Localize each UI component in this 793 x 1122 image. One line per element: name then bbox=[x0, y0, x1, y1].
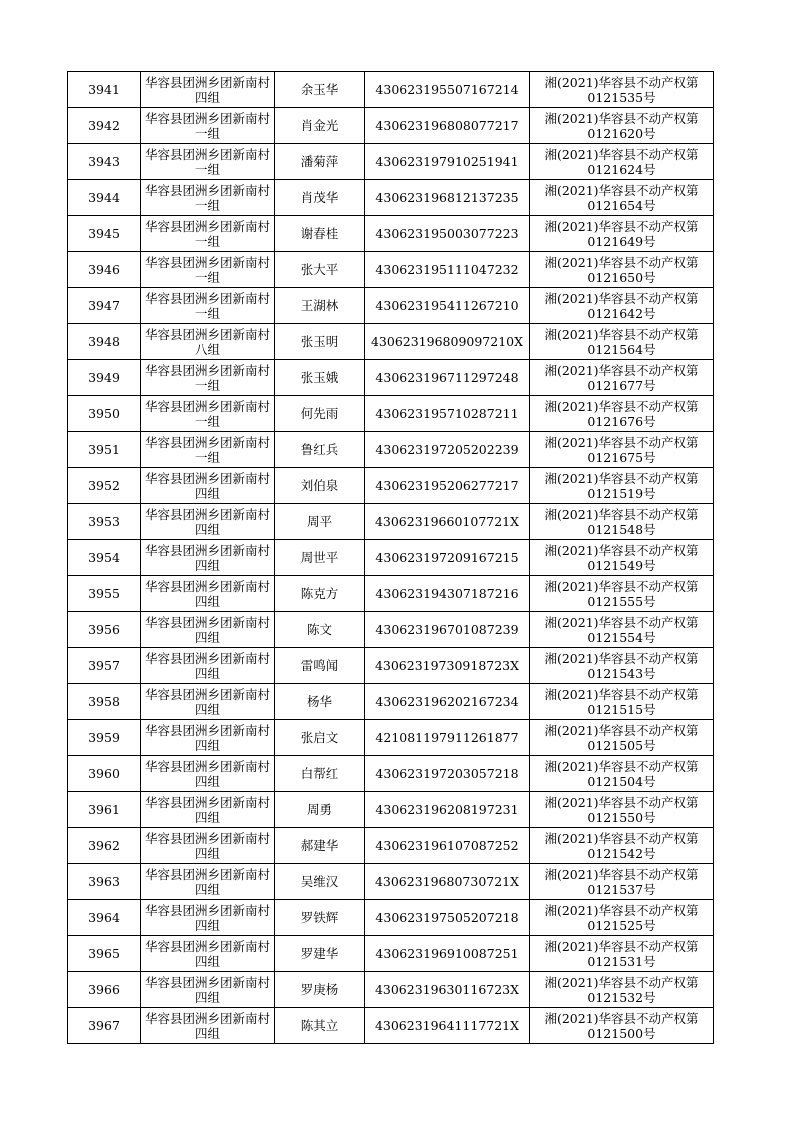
address-cell bbox=[141, 756, 275, 792]
id-number-cell bbox=[365, 900, 530, 936]
certificate-cell-text: 湘(2021)华容县不动产权第0121677号 bbox=[544, 362, 699, 393]
record-number-cell bbox=[68, 468, 141, 504]
table-row bbox=[68, 900, 714, 936]
address-cell bbox=[141, 648, 275, 684]
id-number-cell bbox=[365, 108, 530, 144]
owner-name-cell-text: 周世平 bbox=[300, 550, 339, 565]
owner-name-cell bbox=[275, 684, 365, 720]
address-cell bbox=[141, 288, 275, 324]
id-number-cell-text: 430623196107087252 bbox=[375, 838, 519, 853]
certificate-cell-text: 湘(2021)华容县不动产权第0121543号 bbox=[544, 650, 699, 681]
id-number-cell-text: 43062319641117721X bbox=[374, 1018, 520, 1033]
id-number-cell-text: 430623194307187216 bbox=[375, 586, 519, 601]
id-number-cell bbox=[365, 504, 530, 540]
certificate-cell bbox=[530, 756, 714, 792]
certificate-cell bbox=[530, 648, 714, 684]
certificate-cell-text: 湘(2021)华容县不动产权第0121555号 bbox=[544, 578, 699, 609]
record-number-cell-text: 3964 bbox=[88, 910, 120, 925]
record-number-cell bbox=[68, 864, 141, 900]
certificate-cell-text: 湘(2021)华容县不动产权第0121676号 bbox=[544, 398, 699, 429]
address-cell-text: 华容县团洲乡团新南村四组 bbox=[144, 506, 270, 537]
table-row bbox=[68, 648, 714, 684]
certificate-cell-text: 湘(2021)华容县不动产权第0121649号 bbox=[544, 218, 699, 249]
id-number-cell bbox=[365, 756, 530, 792]
id-number-cell bbox=[365, 144, 530, 180]
certificate-cell bbox=[530, 108, 714, 144]
record-number-cell-text: 3963 bbox=[88, 874, 120, 889]
id-number-cell-text: 43062319660107721X bbox=[374, 514, 520, 529]
address-cell bbox=[141, 360, 275, 396]
address-cell-text: 华容县团洲乡团新南村一组 bbox=[144, 146, 270, 177]
id-number-cell-text: 43062319730918723X bbox=[374, 658, 520, 673]
address-cell bbox=[141, 684, 275, 720]
address-cell bbox=[141, 468, 275, 504]
certificate-cell bbox=[530, 180, 714, 216]
id-number-cell bbox=[365, 288, 530, 324]
owner-name-cell-text: 周平 bbox=[306, 514, 332, 529]
address-cell bbox=[141, 144, 275, 180]
address-cell bbox=[141, 216, 275, 252]
owner-name-cell-text: 肖金光 bbox=[300, 118, 339, 133]
table-row bbox=[68, 540, 714, 576]
owner-name-cell-text: 吴维汉 bbox=[300, 874, 339, 889]
address-cell-text: 华容县团洲乡团新南村一组 bbox=[144, 398, 270, 429]
owner-name-cell bbox=[275, 900, 365, 936]
certificate-cell bbox=[530, 900, 714, 936]
record-number-cell-text: 3954 bbox=[88, 550, 120, 565]
owner-name-cell bbox=[275, 432, 365, 468]
owner-name-cell-text: 郝建华 bbox=[300, 838, 339, 853]
table-row bbox=[68, 108, 714, 144]
address-cell-text: 华容县团洲乡团新南村四组 bbox=[144, 542, 270, 573]
owner-name-cell-text: 张大平 bbox=[300, 262, 339, 277]
certificate-cell bbox=[530, 216, 714, 252]
owner-name-cell-text: 陈克方 bbox=[300, 586, 339, 601]
address-cell-text: 华容县团洲乡团新南村四组 bbox=[144, 758, 270, 789]
id-number-cell bbox=[365, 432, 530, 468]
id-number-cell-text: 43062319680730721X bbox=[374, 874, 520, 889]
table-row bbox=[68, 432, 714, 468]
owner-name-cell-text: 张玉娥 bbox=[300, 370, 339, 385]
record-number-cell-text: 3942 bbox=[88, 118, 120, 133]
certificate-cell-text: 湘(2021)华容县不动产权第0121505号 bbox=[544, 722, 699, 753]
record-number-cell bbox=[68, 144, 141, 180]
record-number-cell bbox=[68, 504, 141, 540]
certificate-cell bbox=[530, 576, 714, 612]
id-number-cell-text: 430623196910087251 bbox=[375, 946, 519, 961]
owner-name-cell-text: 潘菊萍 bbox=[300, 154, 339, 169]
record-number-cell bbox=[68, 576, 141, 612]
id-number-cell-text: 430623197203057218 bbox=[375, 766, 519, 781]
owner-name-cell bbox=[275, 72, 365, 108]
id-number-cell bbox=[365, 540, 530, 576]
id-number-cell-text: 430623196808077217 bbox=[375, 118, 519, 133]
owner-name-cell-text: 陈其立 bbox=[300, 1018, 339, 1033]
certificate-cell-text: 湘(2021)华容县不动产权第0121650号 bbox=[544, 254, 699, 285]
id-number-cell-text: 430623197910251941 bbox=[375, 154, 519, 169]
address-cell bbox=[141, 864, 275, 900]
owner-name-cell bbox=[275, 720, 365, 756]
certificate-cell bbox=[530, 396, 714, 432]
owner-name-cell bbox=[275, 612, 365, 648]
table-row bbox=[68, 576, 714, 612]
record-number-cell-text: 3945 bbox=[88, 226, 120, 241]
certificate-cell bbox=[530, 324, 714, 360]
certificate-cell-text: 湘(2021)华容县不动产权第0121532号 bbox=[544, 974, 699, 1005]
record-number-cell-text: 3957 bbox=[88, 658, 120, 673]
address-cell-text: 华容县团洲乡团新南村一组 bbox=[144, 182, 270, 213]
owner-name-cell-text: 何先雨 bbox=[300, 406, 339, 421]
certificate-cell-text: 湘(2021)华容县不动产权第0121515号 bbox=[544, 686, 699, 717]
record-number-cell bbox=[68, 108, 141, 144]
id-number-cell-text: 430623195411267210 bbox=[375, 298, 519, 313]
owner-name-cell-text: 刘伯泉 bbox=[300, 478, 339, 493]
owner-name-cell bbox=[275, 396, 365, 432]
certificate-cell-text: 湘(2021)华容县不动产权第0121535号 bbox=[544, 74, 699, 105]
certificate-cell-text: 湘(2021)华容县不动产权第0121675号 bbox=[544, 434, 699, 465]
record-number-cell bbox=[68, 684, 141, 720]
owner-name-cell-text: 鲁红兵 bbox=[300, 442, 339, 457]
address-cell-text: 华容县团洲乡团新南村四组 bbox=[144, 902, 270, 933]
record-number-cell bbox=[68, 288, 141, 324]
id-number-cell bbox=[365, 1008, 530, 1044]
table-row bbox=[68, 792, 714, 828]
address-cell bbox=[141, 612, 275, 648]
address-cell-text: 华容县团洲乡团新南村四组 bbox=[144, 578, 270, 609]
table-row bbox=[68, 1008, 714, 1044]
address-cell bbox=[141, 1008, 275, 1044]
owner-name-cell bbox=[275, 648, 365, 684]
table-row bbox=[68, 144, 714, 180]
owner-name-cell bbox=[275, 288, 365, 324]
address-cell-text: 华容县团洲乡团新南村八组 bbox=[144, 326, 270, 357]
owner-name-cell-text: 余玉华 bbox=[300, 82, 339, 97]
record-number-cell-text: 3958 bbox=[88, 694, 120, 709]
address-cell bbox=[141, 576, 275, 612]
address-cell-text: 华容县团洲乡团新南村四组 bbox=[144, 614, 270, 645]
table-row bbox=[68, 324, 714, 360]
owner-name-cell bbox=[275, 144, 365, 180]
owner-name-cell-text: 谢春桂 bbox=[300, 226, 339, 241]
id-number-cell bbox=[365, 360, 530, 396]
owner-name-cell-text: 白帮红 bbox=[300, 766, 339, 781]
record-number-cell-text: 3944 bbox=[88, 190, 120, 205]
table-row bbox=[68, 828, 714, 864]
record-number-cell-text: 3962 bbox=[88, 838, 120, 853]
owner-name-cell bbox=[275, 972, 365, 1008]
owner-name-cell-text: 罗建华 bbox=[300, 946, 339, 961]
address-cell bbox=[141, 108, 275, 144]
certificate-cell bbox=[530, 72, 714, 108]
address-cell bbox=[141, 972, 275, 1008]
record-number-cell-text: 3953 bbox=[88, 514, 120, 529]
certificate-cell-text: 湘(2021)华容县不动产权第0121531号 bbox=[544, 938, 699, 969]
id-number-cell-text: 430623197205202239 bbox=[375, 442, 519, 457]
record-number-cell bbox=[68, 72, 141, 108]
id-number-cell bbox=[365, 612, 530, 648]
record-number-cell-text: 3967 bbox=[88, 1018, 120, 1033]
record-number-cell-text: 3965 bbox=[88, 946, 120, 961]
address-cell-text: 华容县团洲乡团新南村四组 bbox=[144, 794, 270, 825]
certificate-cell-text: 湘(2021)华容县不动产权第0121620号 bbox=[544, 110, 699, 141]
owner-name-cell-text: 周勇 bbox=[306, 802, 332, 817]
certificate-cell bbox=[530, 864, 714, 900]
record-number-cell-text: 3955 bbox=[88, 586, 120, 601]
certificate-cell bbox=[530, 612, 714, 648]
table-row bbox=[68, 864, 714, 900]
owner-name-cell-text: 罗庚杨 bbox=[300, 982, 339, 997]
owner-name-cell-text: 陈文 bbox=[306, 622, 332, 637]
records-table-body bbox=[68, 72, 714, 1044]
owner-name-cell-text: 张玉明 bbox=[300, 334, 339, 349]
record-number-cell-text: 3956 bbox=[88, 622, 120, 637]
certificate-cell bbox=[530, 360, 714, 396]
id-number-cell bbox=[365, 396, 530, 432]
id-number-cell-text: 430623195111047232 bbox=[375, 262, 519, 277]
owner-name-cell bbox=[275, 540, 365, 576]
address-cell bbox=[141, 828, 275, 864]
table-row bbox=[68, 468, 714, 504]
owner-name-cell-text: 杨华 bbox=[306, 694, 332, 709]
record-number-cell-text: 3961 bbox=[88, 802, 120, 817]
owner-name-cell bbox=[275, 504, 365, 540]
certificate-cell bbox=[530, 792, 714, 828]
certificate-cell-text: 湘(2021)华容县不动产权第0121504号 bbox=[544, 758, 699, 789]
record-number-cell bbox=[68, 972, 141, 1008]
certificate-cell-text: 湘(2021)华容县不动产权第0121564号 bbox=[544, 326, 699, 357]
record-number-cell bbox=[68, 216, 141, 252]
record-number-cell-text: 3960 bbox=[88, 766, 120, 781]
owner-name-cell bbox=[275, 360, 365, 396]
address-cell bbox=[141, 792, 275, 828]
owner-name-cell bbox=[275, 936, 365, 972]
id-number-cell-text: 430623196202167234 bbox=[375, 694, 519, 709]
record-number-cell-text: 3946 bbox=[88, 262, 120, 277]
address-cell-text: 华容县团洲乡团新南村一组 bbox=[144, 434, 270, 465]
certificate-cell bbox=[530, 288, 714, 324]
id-number-cell-text: 430623196701087239 bbox=[375, 622, 519, 637]
table-row bbox=[68, 396, 714, 432]
owner-name-cell-text: 王湖林 bbox=[300, 298, 339, 313]
record-number-cell bbox=[68, 540, 141, 576]
id-number-cell bbox=[365, 720, 530, 756]
address-cell bbox=[141, 396, 275, 432]
record-number-cell-text: 3949 bbox=[88, 370, 120, 385]
table-row bbox=[68, 72, 714, 108]
records-table bbox=[67, 71, 714, 1044]
id-number-cell bbox=[365, 972, 530, 1008]
owner-name-cell-text: 罗铁辉 bbox=[300, 910, 339, 925]
owner-name-cell bbox=[275, 756, 365, 792]
record-number-cell bbox=[68, 180, 141, 216]
owner-name-cell bbox=[275, 792, 365, 828]
table-row bbox=[68, 180, 714, 216]
record-number-cell bbox=[68, 828, 141, 864]
address-cell-text: 华容县团洲乡团新南村四组 bbox=[144, 1010, 270, 1041]
id-number-cell-text: 430623197505207218 bbox=[375, 910, 519, 925]
owner-name-cell bbox=[275, 576, 365, 612]
record-number-cell bbox=[68, 1008, 141, 1044]
address-cell-text: 华容县团洲乡团新南村一组 bbox=[144, 362, 270, 393]
address-cell bbox=[141, 180, 275, 216]
owner-name-cell-text: 肖茂华 bbox=[300, 190, 339, 205]
certificate-cell bbox=[530, 972, 714, 1008]
certificate-cell-text: 湘(2021)华容县不动产权第0121500号 bbox=[544, 1010, 699, 1041]
record-number-cell bbox=[68, 252, 141, 288]
certificate-cell-text: 湘(2021)华容县不动产权第0121550号 bbox=[544, 794, 699, 825]
address-cell-text: 华容县团洲乡团新南村四组 bbox=[144, 722, 270, 753]
record-number-cell-text: 3947 bbox=[88, 298, 120, 313]
id-number-cell bbox=[365, 252, 530, 288]
id-number-cell-text: 430623196809097210X bbox=[370, 334, 524, 349]
address-cell bbox=[141, 936, 275, 972]
id-number-cell-text: 430623196812137235 bbox=[375, 190, 519, 205]
record-number-cell bbox=[68, 432, 141, 468]
table-row bbox=[68, 720, 714, 756]
owner-name-cell bbox=[275, 1008, 365, 1044]
address-cell bbox=[141, 504, 275, 540]
certificate-cell-text: 湘(2021)华容县不动产权第0121624号 bbox=[544, 146, 699, 177]
certificate-cell bbox=[530, 684, 714, 720]
table-row bbox=[68, 684, 714, 720]
id-number-cell bbox=[365, 216, 530, 252]
record-number-cell bbox=[68, 648, 141, 684]
certificate-cell-text: 湘(2021)华容县不动产权第0121525号 bbox=[544, 902, 699, 933]
address-cell-text: 华容县团洲乡团新南村四组 bbox=[144, 470, 270, 501]
id-number-cell-text: 430623195206277217 bbox=[375, 478, 519, 493]
owner-name-cell bbox=[275, 468, 365, 504]
id-number-cell bbox=[365, 72, 530, 108]
address-cell-text: 华容县团洲乡团新南村一组 bbox=[144, 290, 270, 321]
record-number-cell bbox=[68, 324, 141, 360]
owner-name-cell bbox=[275, 108, 365, 144]
table-row bbox=[68, 972, 714, 1008]
certificate-cell bbox=[530, 144, 714, 180]
certificate-cell bbox=[530, 936, 714, 972]
id-number-cell bbox=[365, 468, 530, 504]
record-number-cell-text: 3966 bbox=[88, 982, 120, 997]
record-number-cell bbox=[68, 360, 141, 396]
address-cell-text: 华容县团洲乡团新南村四组 bbox=[144, 938, 270, 969]
id-number-cell-text: 430623195710287211 bbox=[375, 406, 519, 421]
address-cell-text: 华容县团洲乡团新南村四组 bbox=[144, 830, 270, 861]
certificate-cell bbox=[530, 1008, 714, 1044]
table-row bbox=[68, 936, 714, 972]
table-row bbox=[68, 216, 714, 252]
record-number-cell-text: 3948 bbox=[88, 334, 120, 349]
id-number-cell bbox=[365, 648, 530, 684]
record-number-cell-text: 3943 bbox=[88, 154, 120, 169]
address-cell-text: 华容县团洲乡团新南村四组 bbox=[144, 74, 270, 105]
owner-name-cell bbox=[275, 180, 365, 216]
record-number-cell-text: 3941 bbox=[88, 82, 120, 97]
owner-name-cell bbox=[275, 864, 365, 900]
address-cell-text: 华容县团洲乡团新南村四组 bbox=[144, 866, 270, 897]
certificate-cell bbox=[530, 720, 714, 756]
id-number-cell bbox=[365, 684, 530, 720]
certificate-cell-text: 湘(2021)华容县不动产权第0121542号 bbox=[544, 830, 699, 861]
certificate-cell bbox=[530, 252, 714, 288]
address-cell-text: 华容县团洲乡团新南村一组 bbox=[144, 110, 270, 141]
id-number-cell-text: 430623196711297248 bbox=[375, 370, 519, 385]
record-number-cell-text: 3950 bbox=[88, 406, 120, 421]
owner-name-cell-text: 雷鸣闻 bbox=[300, 658, 339, 673]
id-number-cell-text: 430623195003077223 bbox=[375, 226, 519, 241]
table-row bbox=[68, 756, 714, 792]
record-number-cell-text: 3951 bbox=[88, 442, 120, 457]
address-cell-text: 华容县团洲乡团新南村一组 bbox=[144, 218, 270, 249]
address-cell-text: 华容县团洲乡团新南村四组 bbox=[144, 650, 270, 681]
certificate-cell-text: 湘(2021)华容县不动产权第0121548号 bbox=[544, 506, 699, 537]
certificate-cell-text: 湘(2021)华容县不动产权第0121642号 bbox=[544, 290, 699, 321]
record-number-cell-text: 3952 bbox=[88, 478, 120, 493]
id-number-cell-text: 430623195507167214 bbox=[375, 82, 519, 97]
certificate-cell bbox=[530, 432, 714, 468]
id-number-cell bbox=[365, 792, 530, 828]
record-number-cell bbox=[68, 792, 141, 828]
address-cell bbox=[141, 900, 275, 936]
record-number-cell bbox=[68, 756, 141, 792]
id-number-cell bbox=[365, 180, 530, 216]
address-cell bbox=[141, 432, 275, 468]
owner-name-cell bbox=[275, 324, 365, 360]
certificate-cell-text: 湘(2021)华容县不动产权第0121554号 bbox=[544, 614, 699, 645]
record-number-cell bbox=[68, 720, 141, 756]
address-cell bbox=[141, 72, 275, 108]
address-cell bbox=[141, 720, 275, 756]
certificate-cell bbox=[530, 828, 714, 864]
certificate-cell-text: 湘(2021)华容县不动产权第0121654号 bbox=[544, 182, 699, 213]
address-cell bbox=[141, 540, 275, 576]
certificate-cell bbox=[530, 504, 714, 540]
record-number-cell bbox=[68, 612, 141, 648]
table-row bbox=[68, 612, 714, 648]
table-row bbox=[68, 504, 714, 540]
record-number-cell bbox=[68, 936, 141, 972]
id-number-cell bbox=[365, 324, 530, 360]
owner-name-cell bbox=[275, 828, 365, 864]
id-number-cell bbox=[365, 576, 530, 612]
address-cell-text: 华容县团洲乡团新南村四组 bbox=[144, 974, 270, 1005]
certificate-cell-text: 湘(2021)华容县不动产权第0121549号 bbox=[544, 542, 699, 573]
owner-name-cell bbox=[275, 216, 365, 252]
certificate-cell bbox=[530, 540, 714, 576]
address-cell bbox=[141, 324, 275, 360]
address-cell-text: 华容县团洲乡团新南村一组 bbox=[144, 254, 270, 285]
id-number-cell bbox=[365, 864, 530, 900]
id-number-cell bbox=[365, 936, 530, 972]
table-row bbox=[68, 288, 714, 324]
table-row bbox=[68, 252, 714, 288]
id-number-cell-text: 430623197209167215 bbox=[375, 550, 519, 565]
address-cell bbox=[141, 252, 275, 288]
id-number-cell-text: 421081197911261877 bbox=[375, 730, 519, 745]
certificate-cell-text: 湘(2021)华容县不动产权第0121537号 bbox=[544, 866, 699, 897]
owner-name-cell-text: 张启文 bbox=[300, 730, 339, 745]
certificate-cell-text: 湘(2021)华容县不动产权第0121519号 bbox=[544, 470, 699, 501]
id-number-cell-text: 430623196208197231 bbox=[375, 802, 519, 817]
record-number-cell-text: 3959 bbox=[88, 730, 120, 745]
address-cell-text: 华容县团洲乡团新南村四组 bbox=[144, 686, 270, 717]
certificate-cell bbox=[530, 468, 714, 504]
record-number-cell bbox=[68, 396, 141, 432]
id-number-cell-text: 43062319630116723X bbox=[374, 982, 520, 997]
id-number-cell bbox=[365, 828, 530, 864]
record-number-cell bbox=[68, 900, 141, 936]
table-row bbox=[68, 360, 714, 396]
owner-name-cell bbox=[275, 252, 365, 288]
